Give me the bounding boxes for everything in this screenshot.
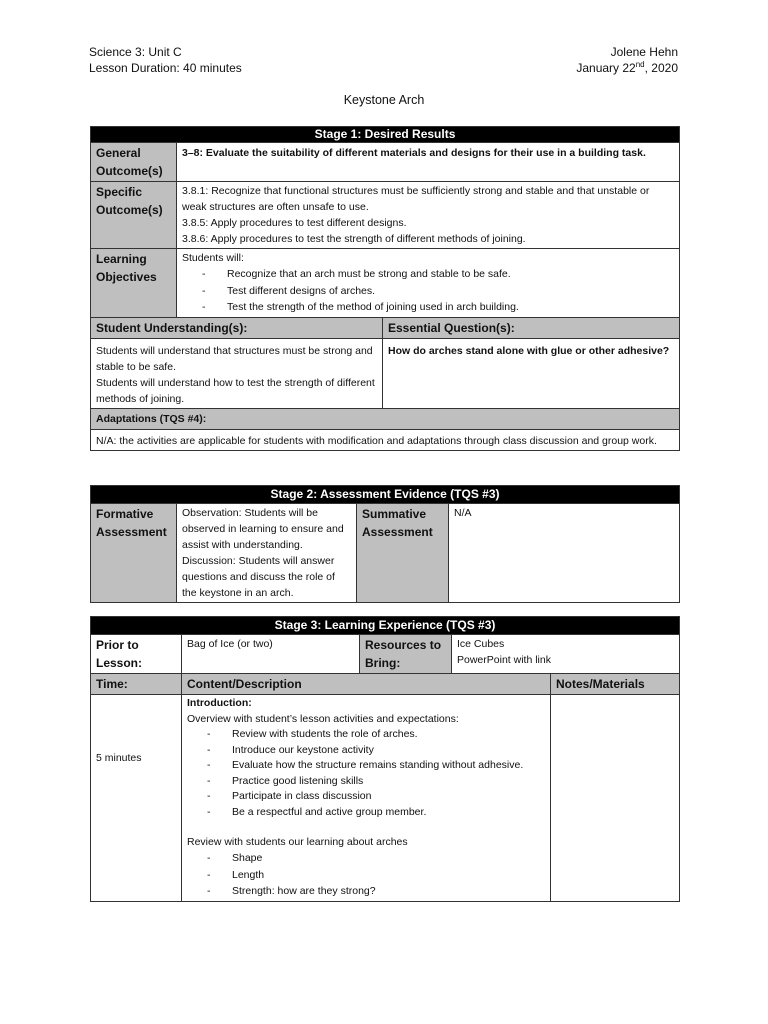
- formative-line: Observation: Students will be observed in learning to ensure and assist with understanding.: [182, 507, 344, 551]
- formative-text: [177, 504, 357, 603]
- header-left: [89, 44, 242, 76]
- course-name: Science 3: Unit C: [89, 45, 182, 59]
- header-right: [576, 44, 678, 76]
- learning-objectives-label: Learning Objectives: [91, 249, 177, 318]
- intro-item: - Introduce our keystone activity: [187, 743, 545, 759]
- lesson-date: January 22nd, 2020: [576, 60, 678, 75]
- student-understanding-text: [91, 338, 383, 408]
- prior-lesson-text: Bag of Ice (or two): [182, 635, 360, 674]
- stage3-title: Stage 3: Learning Experience (TQS #3): [91, 617, 680, 635]
- resources-list: [452, 635, 680, 674]
- essential-question-label: Essential Question(s):: [383, 317, 680, 338]
- understanding-line: Students will understand how to test the strength of different methods of joining.: [96, 376, 375, 405]
- prior-lesson-label: Prior to Lesson:: [91, 635, 182, 674]
- document-title: Keystone Arch: [343, 93, 425, 107]
- intro-item: - Be a respectful and active group member.: [187, 805, 545, 821]
- formative-line: Discussion: Students will answer questions and discuss the role of the keystone in an arch.: [182, 555, 335, 599]
- stage2-title: Stage 2: Assessment Evidence (TQS #3): [91, 486, 680, 504]
- understanding-line: Students will understand that structures must be strong and stable to be safe.: [96, 344, 373, 373]
- stage2-table: [90, 485, 680, 603]
- notes-column-header: Notes/Materials: [551, 674, 680, 695]
- intro-item: - Participate in class discussion: [187, 789, 545, 805]
- specific-outcome-line: 3.8.5: Apply procedures to test different designs.: [182, 217, 407, 229]
- review-item: - Shape: [187, 850, 545, 867]
- intro-item: - Review with students the role of arches.: [187, 727, 545, 743]
- lesson-duration: Lesson Duration: 40 minutes: [89, 61, 242, 75]
- intro-item: - Practice good listening skills: [187, 774, 545, 790]
- summative-label: Summative Assessment: [357, 504, 449, 603]
- objective-item: - Test the strength of the method of joining used in arch building.: [182, 299, 674, 316]
- adaptations-label: Adaptations (TQS #4):: [91, 408, 680, 429]
- resources-label: Resources to Bring:: [360, 635, 452, 674]
- objectives-intro: Students will:: [182, 252, 244, 264]
- student-understanding-label: Student Understanding(s):: [91, 317, 383, 338]
- specific-outcome-label: Specific Outcome(s): [91, 182, 177, 249]
- resource-item: PowerPoint with link: [457, 654, 551, 666]
- objective-item: - Test different designs of arches.: [182, 283, 674, 300]
- stage3-table: [90, 616, 680, 902]
- general-outcome-label: General Outcome(s): [91, 143, 177, 182]
- stage1-table: [90, 126, 680, 451]
- row-notes: [551, 695, 680, 902]
- formative-label: Formative Assessment: [91, 504, 177, 603]
- introduction-text: Overview with student’s lesson activities and expectations:: [187, 713, 459, 725]
- intro-item: - Evaluate how the structure remains standing without adhesive.: [187, 758, 545, 774]
- content-column-header: Content/Description: [182, 674, 551, 695]
- row-content: [182, 695, 551, 902]
- row-time: 5 minutes: [91, 695, 182, 902]
- resource-item: Ice Cubes: [457, 638, 505, 650]
- teacher-name: Jolene Hehn: [610, 45, 678, 59]
- stage1-title: Stage 1: Desired Results: [91, 127, 680, 143]
- essential-question-text: How do arches stand alone with glue or other adhesive?: [383, 338, 680, 408]
- learning-objectives: [177, 249, 680, 318]
- review-item: - Strength: how are they strong?: [187, 883, 545, 900]
- summative-text: N/A: [449, 504, 680, 603]
- review-text: Review with students our learning about arches: [187, 836, 408, 848]
- review-item: - Length: [187, 867, 545, 884]
- introduction-heading: Introduction:: [187, 697, 252, 709]
- general-outcome-text: 3–8: Evaluate the suitability of different materials and designs for their use in a building task.: [177, 143, 680, 182]
- specific-outcome-line: 3.8.1: Recognize that functional structures must be sufficiently strong and stable and that unstable or weak structures are often unsafe to use.: [182, 185, 650, 213]
- time-column-header: Time:: [91, 674, 182, 695]
- specific-outcome-line: 3.8.6: Apply procedures to test the strength of different methods of joining.: [182, 233, 526, 245]
- adaptations-text: N/A: the activities are applicable for students with modification and adaptations through class discussion and group work.: [91, 429, 680, 450]
- specific-outcome-text: [177, 182, 680, 249]
- objective-item: - Recognize that an arch must be strong and stable to be safe.: [182, 266, 674, 283]
